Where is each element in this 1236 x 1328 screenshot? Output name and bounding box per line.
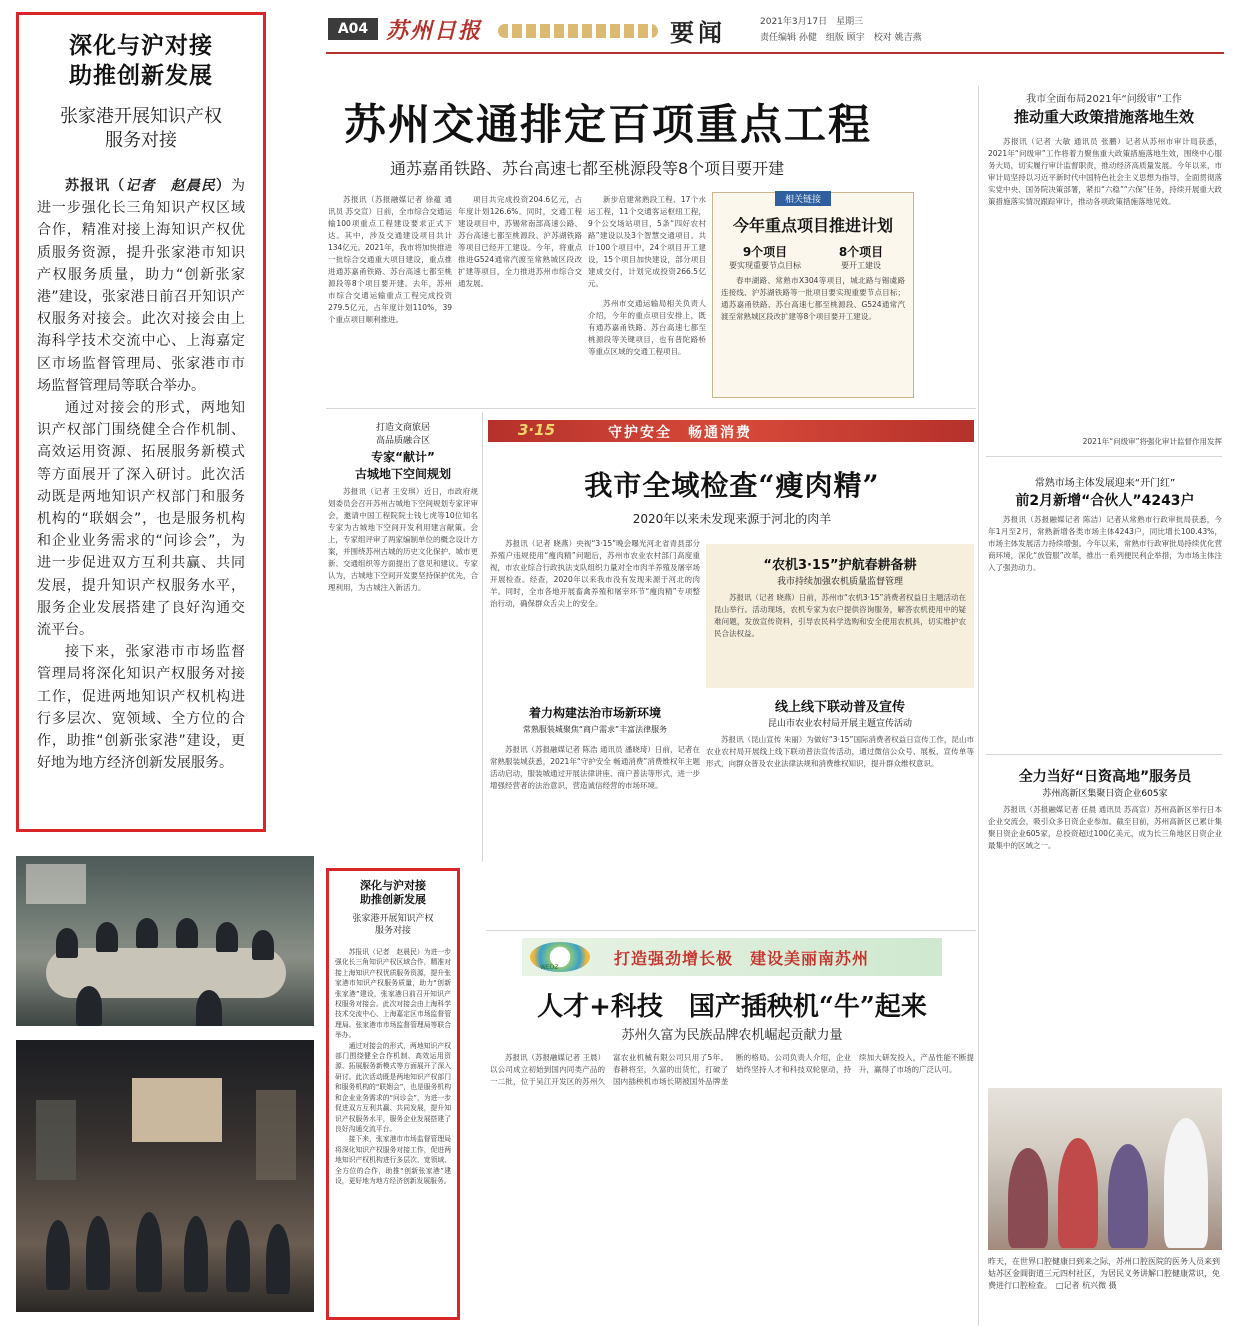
related-left-label: 要实现重要节点目标 [729,261,801,270]
masthead [326,8,1224,54]
clipped-article [16,12,266,832]
left-mid-headline [328,448,478,482]
right-top-headline: 推动重大政策措施落地生效 [1013,108,1194,126]
main-col4-text: 苏州市交通运输局相关负责人介绍，今年的重点项目安排上，既有通苏嘉甬铁路、苏台高速七都至桃源段等关键项目，也有普陀路桥等重点区域的交通工程项目。 [588,299,706,356]
story-315-headline: 我市全域检查“瘦肉精” [584,469,880,502]
box-nongji-body-text: 苏报讯（记者 晓燕）日前，苏州市“农机3·15”消费者权益日主题活动在昆山举行。活动现场，农机专家为农户提供咨询服务，解答农机使用中的疑难问题，发放宣传资料，引导农民科学选购和安全使用农机具，切实维护农民合法权益。 [714,593,966,638]
right-section-divider [986,456,1222,457]
article-para-3: 接下来，张家港市市场监督管理局将深化知识产权服务对接工作，促进两地知识产权机构进行多层次、宽领域、全方位的合作，助推“创新张家港”建设，更好地为地方经济创新发展服务。 [37,644,245,772]
visitor-figure [266,1224,290,1294]
main-headline: 苏州交通排定百项重点工程 [344,100,873,149]
right-top-body-text: 苏报讯（记者 大敏 通讯员 张鹏）记者从苏州市审计局获悉，2021年“问级审”工作将着力聚焦重大政策措施落地生效，围绕中心服务大局，切实履行审计监督职责，推动经济高质量发展。今年以来，市审计局坚持以习近平新时代中国特色社会主义思想为指导，全面贯彻落实党中央、国务院决策部署，紧扣“六稳”“六保”任务，持续开展重大政策措施落实情况跟踪审计，推动各项政策措施落地见效。 [988,137,1222,206]
related-body [721,275,905,391]
left-mid-kicker-2: 高品质融合区 [375,436,430,446]
wall-screen [26,864,86,904]
mini-body [335,947,451,1186]
tech-body [490,1052,974,1322]
resident-figure [1058,1138,1098,1248]
related-link-box [712,192,914,398]
main-story-col-3 [588,194,706,294]
column-divider [978,86,979,1326]
article-title [37,31,245,91]
main-subhead: 通苏嘉甬铁路、苏台高速七都至桃源段等8个项目要开建 [390,159,785,178]
law-title: 着力构建法治市场新环境 [528,706,661,720]
attendee-figure [136,918,158,948]
box-nongji [706,544,974,688]
resident-figure [1108,1144,1148,1248]
mini-para-2: 通过对接会的形式，两地知识产权部门围绕健全合作机制、高效运用资源、拓展服务新模式等方面展开了深入研讨。此次活动既是两地知识产权部门和服务机构的“联姻会”，也是服务机构和企业业务需求的“问诊会”，为进一步促进双方互利共赢、共同发展，提升知识产权服务水平，服务企业发展搭建了良好沟通交流平台。 [335,1041,451,1133]
main-story-col-4 [588,298,706,396]
attendee-figure [56,928,78,958]
visitor-figure [184,1216,208,1292]
section-divider [326,408,976,409]
law-body-text: 苏报讯（苏报融媒记者 陈浩 通讯员 潘晓琦）日前，记者在常熟服装城获悉，2021年“守护安全 畅通消费”消费维权年主题活动启动，服装城通过开展法律讲座、商户普法等形式，进一步增强经营者的法治意识，营造诚信经营的市场环境。 [490,745,700,790]
banner-green [522,938,942,976]
right-mid-body [988,514,1222,746]
article-para-1 [37,175,245,397]
attendee-figure [96,922,118,952]
paper-name: 苏州日报 [386,18,483,44]
related-right [813,243,909,271]
article-byline [65,178,231,194]
related-right-count: 8个项目 [838,245,884,259]
mini-byline-prefix: 苏报讯（ [348,948,376,956]
dental-checkup-photo [988,1088,1222,1250]
mini-para-1 [335,947,451,1041]
right-top-footer-text: 2021年“问级审”将强化审计监督作用发挥 [1082,437,1222,446]
right-top-footer [988,436,1222,450]
online-body-text: 苏报讯（昆山宣传 朱丽）为做好“3·15”国际消费者权益日宣传工作，昆山市农业农村局开展线上线下联动普法宣传活动，通过微信公众号、展板、宣传单等形式，向群众普及农业法律法规和消费维权知识，提升群众维权意识。 [706,735,974,768]
display-panel [36,1100,76,1180]
box-nongji-subtitle: 我市持续加强农机质量监督管理 [776,577,903,587]
visitor-figure [226,1220,250,1292]
left-mid-headline-1: 专家“献计” [371,450,435,464]
article-subtitle-line1: 张家港开展知识产权 [60,106,222,127]
doctor-figure [1164,1118,1208,1248]
left-mid-kicker [328,420,478,446]
visitor-figure [46,1220,70,1290]
mini-subtitle-line1: 张家港开展知识产权 [352,914,434,924]
attendee-figure [196,990,222,1026]
main-col1-text: 苏报讯（苏报融媒记者 徐蕴 通讯员 苏交宣）日前，全市综合交通运输100项重点工程建设要求正式下达。其中，涉及交通建设项目共计134亿元。2021年，我市将加快推进一批综合交通重大项目建设，重点推进通苏嘉甬铁路、苏台高速七都至桃源段等8个项目要开建。去年，苏州市综合交通运输重点工程完成投资279.5亿元，占年度计划110%，39个重点项目顺利推进。 [328,195,452,324]
related-right-label: 要开工建设 [841,261,881,270]
section-divider [486,930,976,931]
right-top-body [988,136,1222,436]
attendee-figure [216,922,238,952]
display-screen [132,1078,222,1142]
left-mid-body [328,486,478,856]
banner-315-logo: 3·15 [518,421,556,439]
mini-para-3: 接下来，张家港市市场监督管理局将深化知识产权服务对接工作，促进两地知识产权机构进行多层次、宽领域、全方位的合作，助推“创新张家港”建设，更好地为地方经济创新发展服务。 [335,1135,451,1185]
attendee-figure [176,918,198,948]
attendee-figure [252,930,274,960]
issue-date: 2021年3月17日 星期三 [760,17,864,27]
mini-subtitle-line2: 服务对接 [374,926,411,936]
right-section-divider [986,754,1222,755]
article-subtitle-line2: 服务对接 [105,130,177,151]
main-story-col-2 [458,194,582,396]
law-subtitle: 常熟服装城聚焦“商户需求”丰富法律服务 [522,725,668,734]
byline-suffix: ） [215,178,232,194]
right-top-kicker: 我市全面布局2021年“问级审”工作 [1026,94,1182,105]
article-para-2: 通过对接会的形式，两地知识产权部门围绕健全合作机制、高效运用资源、拓展服务新模式等方面展开了深入研讨。此次活动既是两地知识产权部门和服务机构的“联姻会”，也是服务机构和企业业务需求的“问诊会”，为进一步促进双方互利共赢、共同发展，提升知识产权服务水平，服务企业发展搭建了良好沟通交流平台。 [37,400,245,639]
editor-credits: 责任编辑 孙健 组版 顾宇 校对 姚吉燕 [760,33,922,43]
photo-caption: 昨天，在世界口腔健康日到来之际，苏州口腔医院的医务人员来到姑苏区金阊街道三元四村社区，为居民义务讲解口腔健康常识，免费进行口腔检查。 □记者 杭兴微 摄 [988,1257,1220,1290]
banner-315 [488,420,974,442]
mini-title-line1: 深化与沪对接 [360,879,426,892]
service-body-text: 苏报讯（苏报融媒记者 任晨 通讯员 苏高宣）苏州高新区举行日本企业交流会，吸引众多日资企业参加。截至目前，苏州高新区已累计集聚日资企业605家，总投资超过100亿美元，成为长三角地区日资企业最集中的区域之一。 [988,805,1222,850]
mini-byline-suffix: ） [416,948,424,956]
related-tag: 相关链接 [775,191,831,206]
column-divider [482,412,483,862]
service-title: 全力当好“日资高地”服务员 [1018,769,1192,785]
right-mid-kicker: 常熟市场主体发展迎来“开门红” [1034,478,1176,489]
right-mid-headline: 前2月新增“合伙人”4243户 [1015,493,1195,509]
article-body [37,175,245,774]
related-left [717,243,813,271]
article-subtitle [37,105,245,153]
article-para-1-text: 为进一步强化长三角知识产权区域合作，精准对接上海知识产权优质服务资源，提升张家港市知识产权服务质量，助力“创新张家港”建设，张家港日前召开知识产权服务对接会。此次对接会由上海科学技术交流中心、上海嘉定区市场监督管理局、张家港市市场监督管理局等联合举办。 [37,178,246,394]
exhibition-photo [16,1040,314,1312]
highlighted-article-copy [326,868,460,1320]
online-title: 线上线下联动普及宣传 [774,700,905,715]
article-title-line2: 助推创新发展 [69,62,213,89]
related-left-count: 9个项目 [742,245,788,259]
main-story-col-1 [328,194,452,396]
main-col2-text: 项目共完成投资204.6亿元，占年度计划126.6%。同时，交通工程建设项目中，苏锡常南部高速公路、苏台高速七都至桃源段、沪苏湖铁路等项目已经开工建设。今年，将重点推进G524通常汽渡至常熟城区段改扩建等项目，全力推进苏州市综合交通发展。 [458,195,582,288]
box-nongji-body [714,592,966,682]
page-number: A04 [328,18,378,40]
mini-title [335,879,451,907]
related-title: 今年重点项目推进计划 [732,216,893,235]
story-315-body-text: 苏报讯（记者 晓燕）央视“3·15”晚会曝光河北省青县部分养殖户违规使用“瘦肉精”问题后，苏州市农业农村部门高度重视，市农业综合行政执法支队组织力量对全市肉羊养殖及屠宰场开展检查。经查，2020年以来我市没有发现来源于河北的肉羊。同时，全市各地开展畜禽养殖和屠宰环节“瘦肉精”专项整治行动，确保群众舌尖上的安全。 [490,539,700,608]
wedz-logo [530,942,590,972]
section-name: 要闻 [670,18,726,47]
display-panel [256,1090,296,1180]
byline-prefix: 苏报讯（ [65,178,126,194]
mini-para-1-text: 为进一步强化长三角知识产权区域合作，精准对接上海知识产权优质服务资源，提升张家港市知识产权服务质量，助力“创新张家港”建设，张家港日前召开知识产权服务对接会。此次对接会由上海科学技术交流中心、上海嘉定区市场监督管理局、张家港市市场监督管理局等联合举办。 [335,948,452,1040]
box-nongji-title: “农机3·15”护航春耕备耕 [763,558,917,573]
online-body [706,734,974,924]
online-subtitle: 昆山市农业农村局开展主题宣传活动 [767,719,912,729]
visitor-figure [86,1216,110,1290]
related-body-text: 春申湖路、常熟市X304等项目，城北路与锡虞路连接线、沪苏湖铁路等一批项目要实现重要节点目标；通苏嘉甬铁路、苏台高速七都至桃源段、G524通常汽渡至常熟城区段改扩建等8个项目要开工建设。 [721,276,905,321]
visitor-figure [136,1212,162,1292]
service-body [988,804,1222,1080]
main-col3-text: 新步启建常熟段工程、17个水运工程，11个交通客运枢纽工程，9个公交场站项目，5条“四好农村路”建设以及3个智慧交通项目。共计100个项目中，24个项目开工建设，15个项目加快建设，部分项目建成交付，计划完成投资266.5亿元。 [588,195,706,288]
byline-reporter: 记者 赵晨民 [125,178,216,194]
meeting-photo [16,856,314,1026]
right-mid-body-text: 苏报讯（苏报融媒记者 陈洁）记者从常熟市行政审批局获悉，今年1月至2月，常熟新增各类市场主体4243户，同比增长100.43%，市场主体发展活力持续增强。今年以来，常熟市行政审批局持续优化营商环境，深化“放管服”改革，推出一系列便民利企举措，为市场主体注入了强劲动力。 [988,515,1222,572]
tech-headline: 人才+科技 国产插秧机“牛”起来 [537,992,927,1022]
left-mid-body-text: 苏报讯（记者 王安琪）近日，市政府规划委员会召开苏州古城地下空间规划专家评审会，邀请中国工程院院士钱七虎等10位知名专家为古城地下空间开发利用建言献策。会上，专家组评审了两家编制单位的概念设计方案，并围绕苏州古城的历史文化保护、城市更新、交通组织等方面提出了意见和建议。专家认为，古城地下空间开发要坚持保护优先，合理利用，为古城注入新活力。 [328,487,478,592]
left-mid-kicker-1: 打造文商旅居 [375,423,430,433]
banner-315-text: 守护安全 畅通消费 [608,425,752,441]
newspaper-page [326,8,1224,1324]
service-subtitle: 苏州高新区集聚日资企业605家 [1042,789,1168,799]
resident-figure [1008,1148,1048,1248]
mini-byline-reporter: 记者 赵晨民 [375,948,417,956]
attendee-figure [76,986,102,1026]
mini-subtitle [335,913,451,937]
story-315-body [490,538,700,698]
tech-body-text: 苏报讯（苏报融媒记者 王晨）以公司成立初始到国内同类产品的一二批，位于吴江开发区的苏州久富农业机械有限公司只用了5年。春耕将至，久富的出货忙，打破了国内插秧机市场长期被国外品牌垄断的格局。公司负责人介绍，企业始终坚持人才和科技双轮驱动，持续加大研发投入，产品性能不断提升，赢得了市场的广泛认可。 [490,1053,974,1086]
law-body [490,744,700,924]
article-title-line1: 深化与沪对接 [69,32,213,59]
wedz-logo-text: WEDZ [540,964,559,971]
tech-subhead: 苏州久富为民族品牌农机崛起贡献力量 [621,1028,843,1043]
story-315-subhead: 2020年以来未发现来源于河北的肉羊 [632,512,832,526]
mini-title-line2: 助推创新发展 [360,893,426,906]
banner-green-text: 打造强劲增长极 建设美丽南苏州 [614,949,870,968]
left-mid-headline-2: 古城地下空间规划 [354,467,451,481]
masthead-wave-ornament [498,24,658,38]
